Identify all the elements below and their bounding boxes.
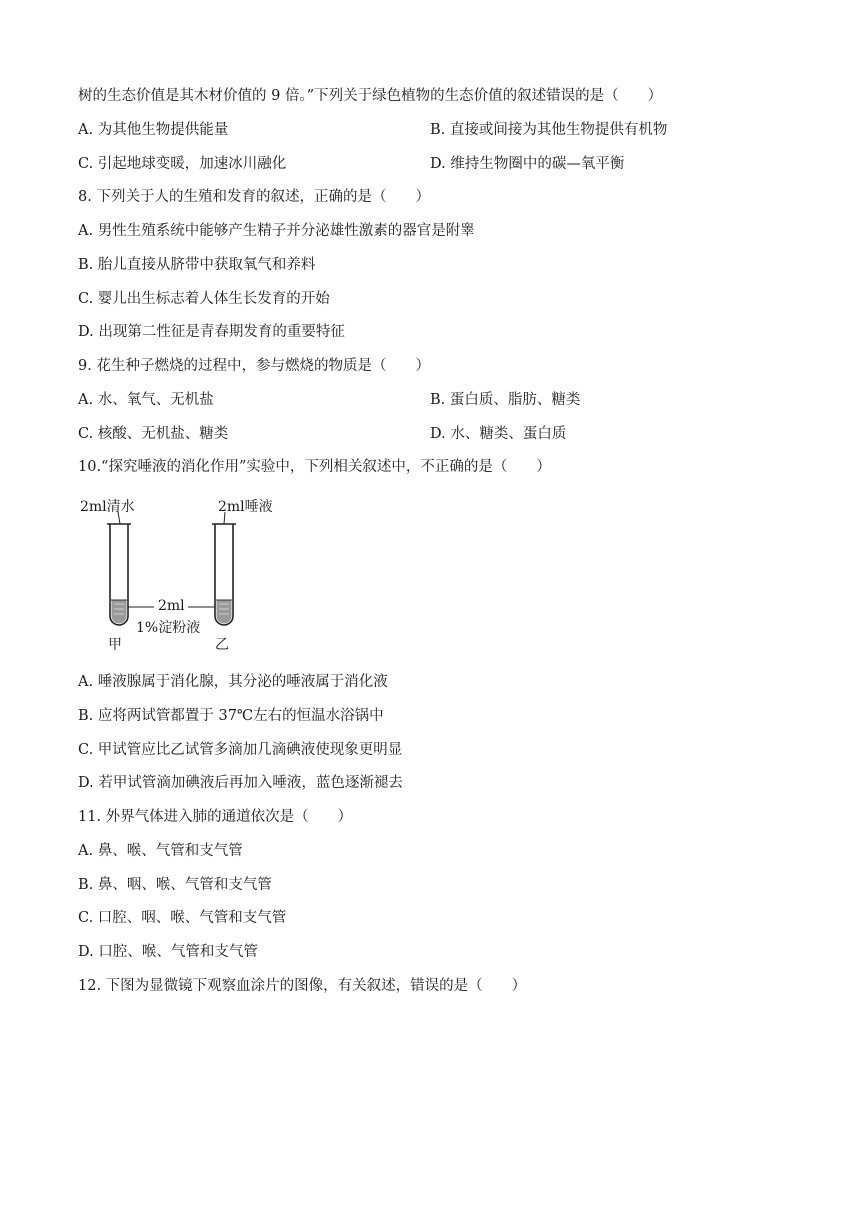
q11-option-b: B. 鼻、咽、喉、气管和支气管 <box>78 877 272 893</box>
q8-option-c: C. 婴儿出生标志着人体生长发育的开始 <box>78 291 330 307</box>
test-tube-figure <box>78 494 288 656</box>
q10-option-c: C. 甲试管应比乙试管多滴加几滴碘液使现象更明显 <box>78 742 403 758</box>
middle-solution-label: 1%淀粉液 <box>136 620 201 636</box>
q7-option-d: D. 维持生物圈中的碳—氧平衡 <box>430 156 625 172</box>
q11-option-d: D. 口腔、喉、气管和支气管 <box>78 944 258 960</box>
q10-option-a: A. 唾液腺属于消化腺，其分泌的唾液属于消化液 <box>78 674 388 690</box>
left-test-tube <box>107 512 131 625</box>
middle-volume-label: 2ml <box>158 598 185 614</box>
q7-option-b: B. 直接或间接为其他生物提供有机物 <box>430 122 668 138</box>
q11-stem: 11. 外界气体进入肺的通道依次是（ ） <box>78 809 353 825</box>
q9-option-a: A. 水、氧气、无机盐 <box>78 392 214 408</box>
right-tube-top-label: 2ml唾液 <box>218 499 273 515</box>
q9-option-d: D. 水、糖类、蛋白质 <box>430 426 567 442</box>
q10-option-d: D. 若甲试管滴加碘液后再加入唾液，蓝色逐渐褪去 <box>78 775 403 791</box>
q11-option-a: A. 鼻、喉、气管和支气管 <box>78 843 243 859</box>
q11-option-c: C. 口腔、咽、喉、气管和支气管 <box>78 910 287 926</box>
q12-stem: 12. 下图为显微镜下观察血涂片的图像，有关叙述，错误的是（ ） <box>78 978 527 994</box>
left-tube-top-label: 2ml清水 <box>80 499 135 515</box>
q7-option-a: A. 为其他生物提供能量 <box>78 122 229 138</box>
q10-option-b: B. 应将两试管都置于 37℃左右的恒温水浴锅中 <box>78 708 384 724</box>
q8-stem: 8. 下列关于人的生殖和发育的叙述，正确的是（ ） <box>78 189 430 205</box>
q7-option-c: C. 引起地球变暖，加速冰川融化 <box>78 156 287 172</box>
right-tube-name: 乙 <box>215 637 229 653</box>
q9-option-b: B. 蛋白质、脂肪、糖类 <box>430 392 581 408</box>
q8-option-b: B. 胎儿直接从脐带中获取氧气和养料 <box>78 257 316 273</box>
q8-option-a: A. 男性生殖系统中能够产生精子并分泌雄性激素的器官是附睾 <box>78 223 475 239</box>
right-test-tube <box>212 512 236 625</box>
q9-stem: 9. 花生种子燃烧的过程中，参与燃烧的物质是（ ） <box>78 358 430 374</box>
q8-option-d: D. 出现第二性征是青春期发育的重要特征 <box>78 324 345 340</box>
left-tube-name: 甲 <box>108 637 122 653</box>
q7-stem: 树的生态价值是其木材价值的 9 倍。”下列关于绿色植物的生态价值的叙述错误的是（ ） <box>78 88 663 104</box>
q10-stem: 10.“探究唾液的消化作用”实验中，下列相关叙述中，不正确的是（ ） <box>78 459 551 475</box>
q9-option-c: C. 核酸、无机盐、糖类 <box>78 426 229 442</box>
